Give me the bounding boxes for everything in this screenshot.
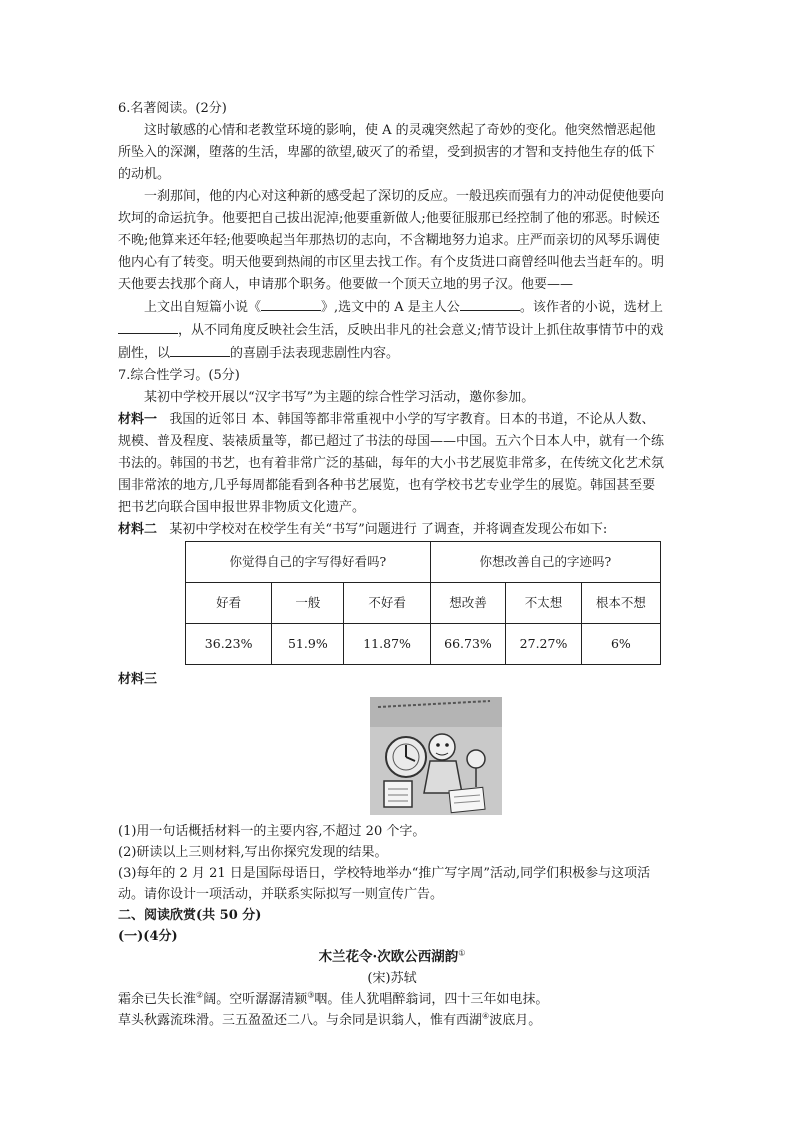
table-cell: 不太想: [506, 583, 582, 624]
material-2-label: 材料二: [118, 522, 158, 537]
table-cell: 好看: [186, 583, 272, 624]
poem-author: (宋)苏轼: [367, 971, 417, 986]
task-3: (3)每年的 2 月 21 日是国际母语日，学校特地举办“推广写字周”活动,同学们积极参与这项活动。请你设计一项活动，并联系实际拟写一则宣传广告。: [118, 866, 651, 902]
answer-blank-protagonist[interactable]: [460, 296, 520, 311]
q6-question-text-2: 》,选文中的 A 是主人公: [321, 300, 460, 315]
q7-title: 7.综合性学习。(5分): [118, 368, 240, 383]
poem-text: 霜余已失长淮: [118, 992, 197, 1007]
answer-blank-technique[interactable]: [170, 342, 230, 357]
exam-page: [118, 98, 666, 1031]
task-1: (1)用一句话概括材料一的主要内容,不超过 20 个字。: [118, 824, 426, 839]
q6-title: 6.名著阅读。(2分): [118, 101, 227, 116]
answer-blank-material[interactable]: [118, 319, 178, 334]
section-2-title: 二、阅读欣赏(共 50 分): [118, 908, 262, 923]
poem-text: 草头秋露流珠滑。三五盈盈还二八。与余同是识翁人，惟有西湖: [118, 1013, 483, 1028]
survey-table: [185, 541, 661, 665]
table-row: [186, 624, 661, 665]
q6-question-text-1: 上文出自短篇小说《: [144, 300, 262, 315]
material-1-text: 我国的近邻日 本、韩国等都非常重视中小学的写字教育。日本的书道，不论从人数、规模、普及程度、装裱质量等，都已超过了书法的母国——中国。五六个日本人中，就有一个练书法的。韩国的书艺，也有着非常广泛的基础，每年的大小书艺展览非常多，在传统文化艺术氛围非常浓的地方,几乎每周都能看到各种书艺展览，也有学校书艺专业学生的展览。韩国甚至要把书艺向联合国申报世界非物质文化遗产。: [118, 412, 665, 515]
table-cell: 27.27%: [506, 624, 582, 665]
q6-question-text-5: 的喜剧手法表现悲剧性内容。: [230, 346, 400, 361]
cartoon-illustration: [370, 697, 502, 815]
material-1-label: 材料一: [118, 412, 158, 427]
table-cell: 11.87%: [344, 624, 430, 665]
section-2-sub: (一)(4分): [118, 929, 178, 944]
poem-text: 阔。空听潺潺清颍: [203, 992, 308, 1007]
task-2: (2)研读以上三则材料,写出你探究发现的结果。: [118, 845, 388, 860]
table-cell: 根本不想: [581, 583, 660, 624]
footnote-marker: ①: [458, 948, 466, 958]
table-header-cell: 你觉得自己的字写得好看吗?: [186, 542, 431, 583]
material-2: [118, 519, 666, 541]
q6-question: [118, 296, 666, 365]
q6-question-text-4: ，从不同角度反映社会生活，反映出非凡的社会意义;情节设计上抓住故事情节中的戏剧性，以: [118, 323, 664, 361]
table-cell: 36.23%: [186, 624, 272, 665]
table-cell: 6%: [581, 624, 660, 665]
material-1: [118, 409, 666, 519]
q6-passage-para1: 这时敏感的心情和老教堂环境的影响，使 A 的灵魂突然起了奇妙的变化。他突然憎恶起他所坠入的深渊，堕落的生活，卑鄙的欲望,破灭了的希望，受到损害的才智和支持他生存的低下的动机。: [118, 123, 656, 182]
poem-line-2: [118, 1010, 666, 1031]
table-cell: 一般: [272, 583, 344, 624]
table-cell: 不好看: [344, 583, 430, 624]
q7-intro: 某初中学校开展以“汉字书写”为主题的综合性学习活动，邀你参加。: [144, 390, 535, 405]
table-row: [186, 583, 661, 624]
poem-title: [118, 947, 666, 968]
poem-line-1: [118, 989, 666, 1010]
material-3-label: 材料三: [118, 672, 158, 687]
material-2-text: 某初中学校对在校学生有关“书写”问题进行 了调查，并将调查发现公布如下:: [169, 522, 608, 537]
table-cell: 51.9%: [272, 624, 344, 665]
q6-passage-para2: 一刹那间，他的内心对这种新的感受起了深切的反应。一般迅疾而强有力的冲动促使他要向坎坷的命运抗争。他要把自己拔出泥淖;他要重新做人;他要征服那已经控制了他的邪恶。时候还不晚;他算来还年轻;他要唤起当年那热切的志向，不含糊地努力追求。庄严而亲切的风琴乐调使他内心有了转变。明天他要到热闹的市区里去找工作。有个皮货进口商曾经叫他去当赶车的。明天他要去找那个商人，申请那个职务。他要做一个顶天立地的男子汉。他要——: [118, 189, 665, 292]
cartoon-image: [370, 697, 502, 815]
q6-question-text-3: 。该作者的小说，选材上: [519, 300, 663, 315]
table-header-row: [186, 542, 661, 583]
table-cell: 想改善: [430, 583, 506, 624]
table-cell: 66.73%: [430, 624, 506, 665]
answer-blank-novel-title[interactable]: [261, 296, 321, 311]
poem-text: 波底月。: [489, 1013, 542, 1028]
table-header-cell: 你想改善自己的字迹吗?: [430, 542, 660, 583]
footnote-marker: ③: [307, 990, 315, 1000]
footnote-marker: ②: [196, 990, 204, 1000]
footnote-marker: ④: [482, 1011, 490, 1021]
poem-title-text: 木兰花令·次欧公西湖韵: [318, 949, 459, 965]
poem-text: 咽。佳人犹唱醉翁词，四十三年如电抹。: [314, 992, 549, 1007]
